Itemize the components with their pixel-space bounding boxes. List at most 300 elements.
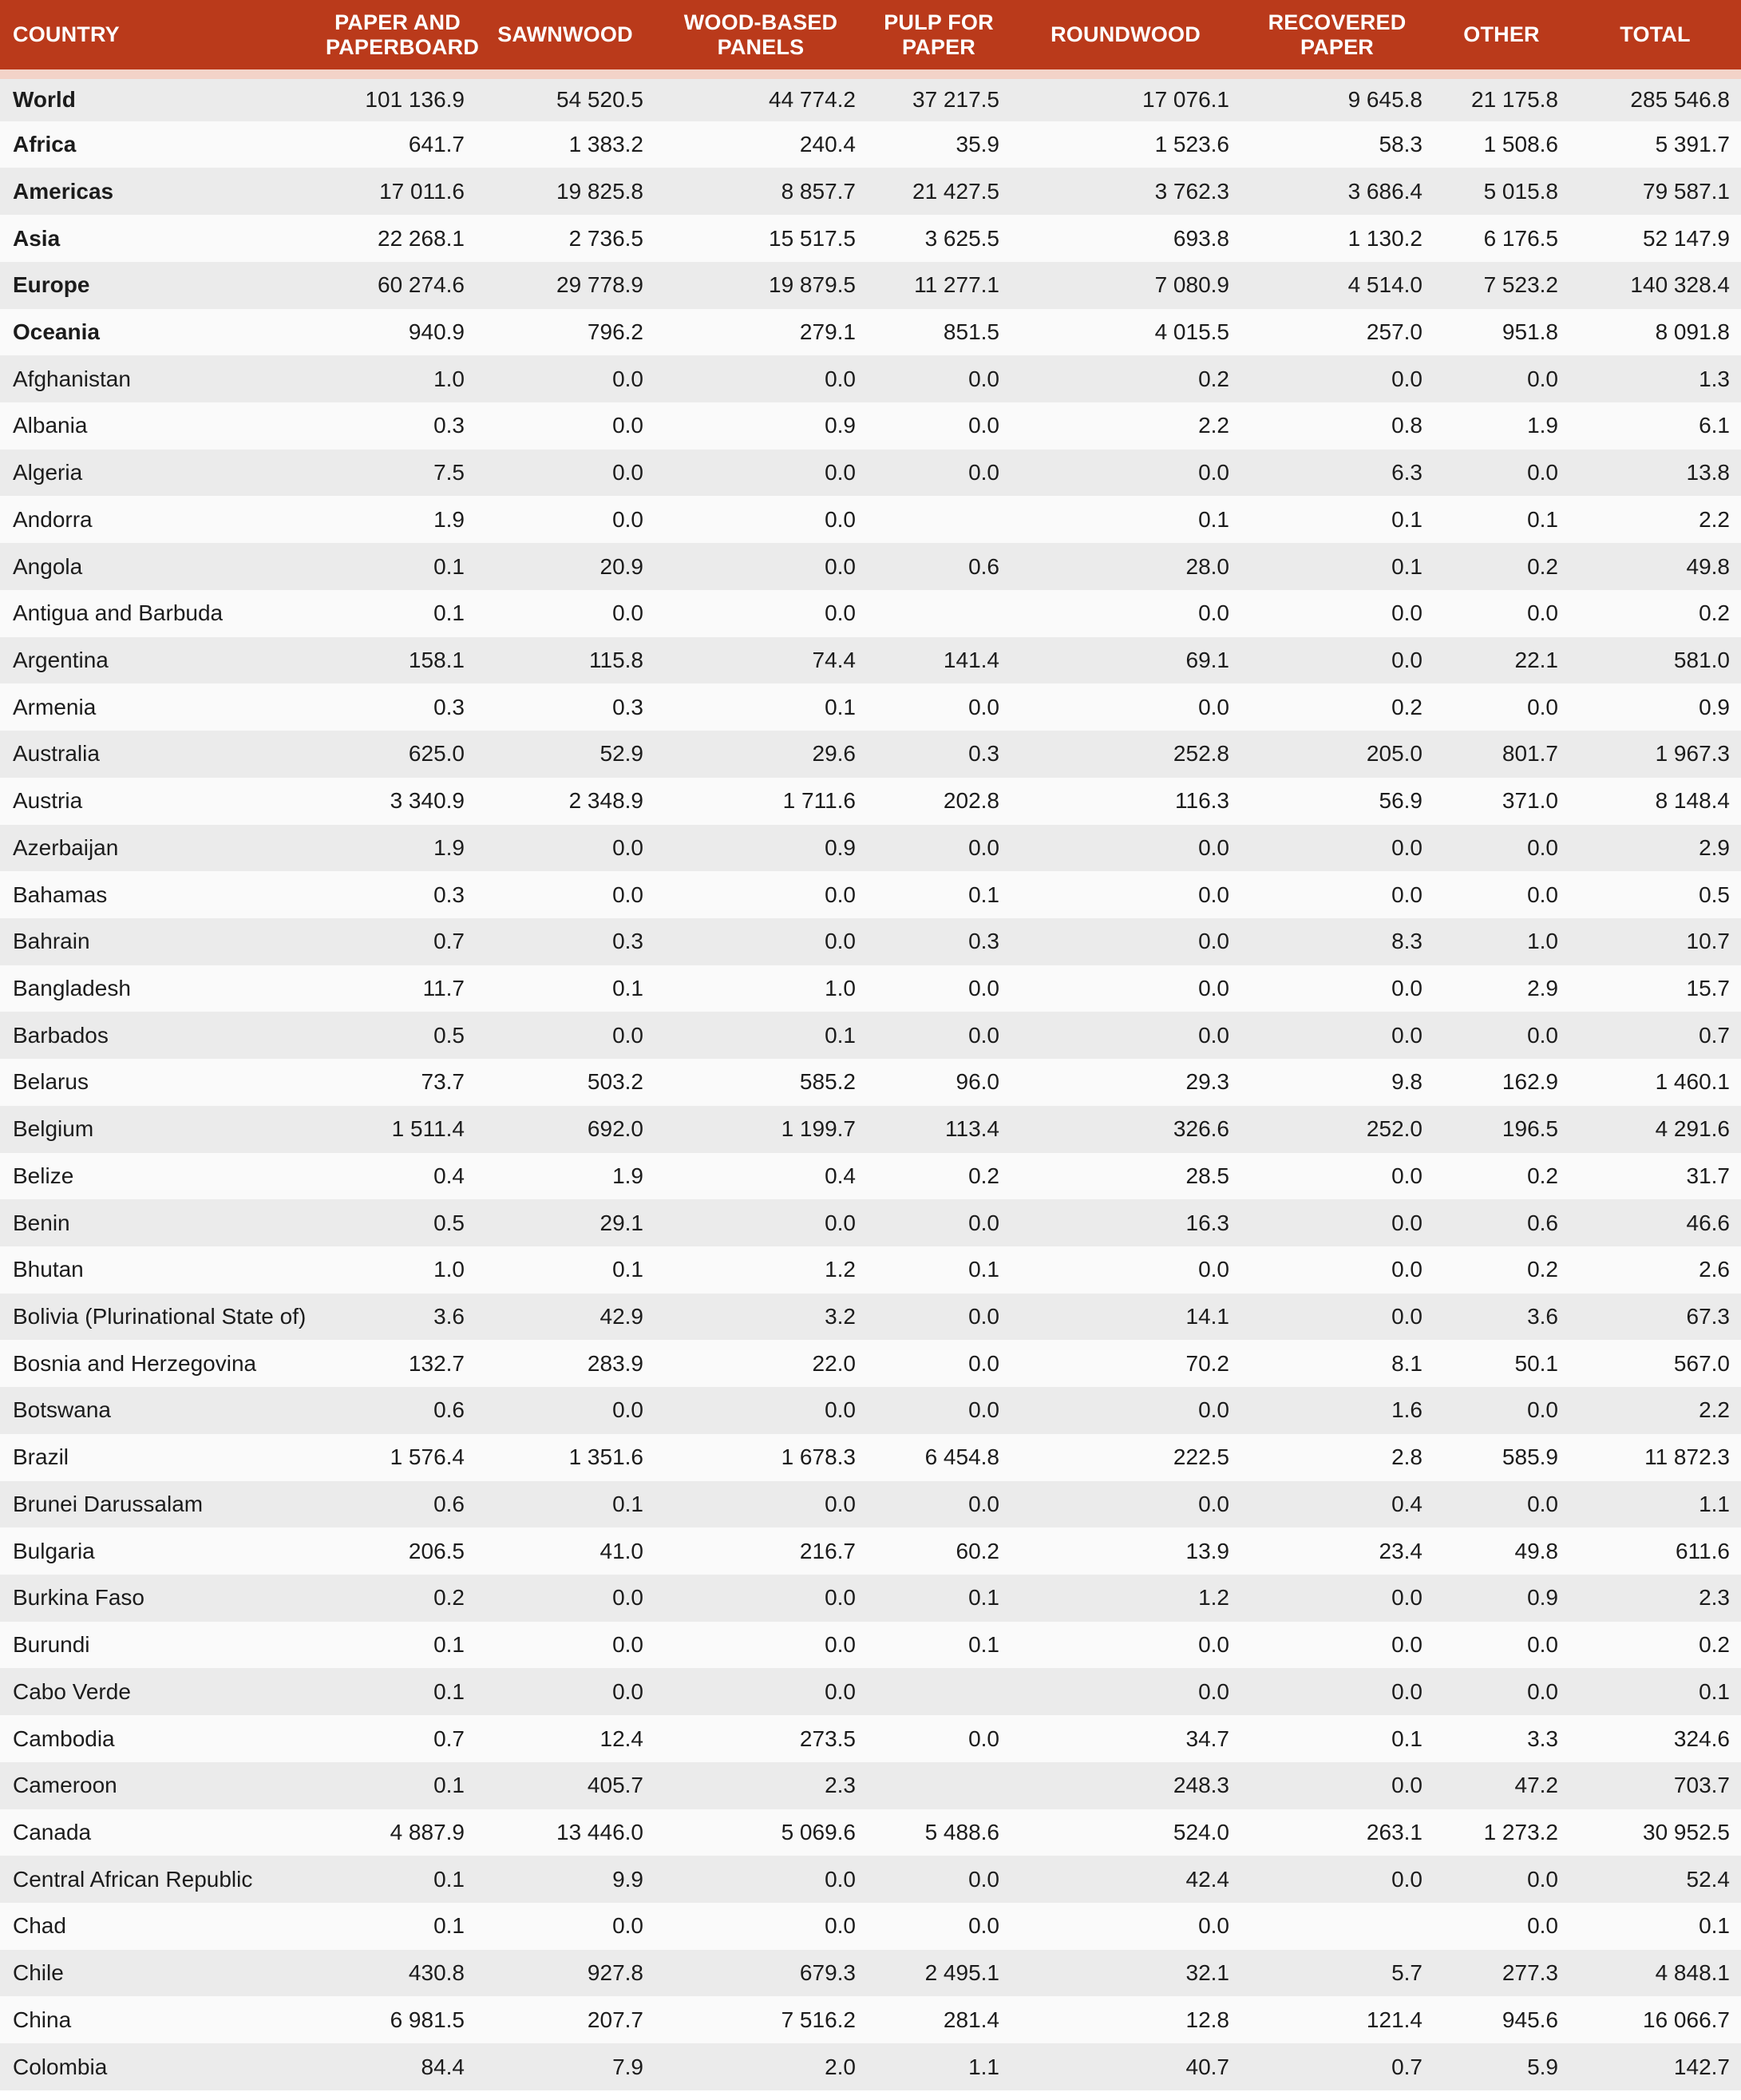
value-cell: 0.7 — [1391, 2054, 1422, 2079]
country-cell: Chad — [13, 1913, 66, 1939]
value-cell: 3 340.9 — [390, 788, 465, 814]
value-cell — [867, 590, 1011, 637]
value-cell: 2 495.1 — [924, 1960, 999, 1986]
country-cell: Armenia — [13, 694, 97, 719]
value-cell: 0.0 — [968, 413, 999, 438]
value-cell: 4 291.6 — [1655, 1116, 1730, 1142]
table-row — [0, 1153, 1741, 1200]
table-row — [0, 590, 1741, 637]
table-row — [0, 1434, 1741, 1481]
value-cell: 0.1 — [1391, 553, 1422, 579]
country-cell: Afghanistan — [13, 366, 131, 391]
value-cell: 21 175.8 — [1471, 87, 1558, 113]
value-cell: 0.1 — [433, 1773, 465, 1798]
value-cell: 0.1 — [825, 694, 856, 719]
value-cell: 0.2 — [1699, 600, 1730, 626]
value-cell: 927.8 — [587, 1960, 643, 1986]
table-row — [0, 1387, 1741, 1434]
value-cell: 0.0 — [1198, 1022, 1229, 1048]
table-row — [0, 1996, 1741, 2043]
value-cell: 11.7 — [422, 976, 465, 1001]
country-cell: Botswana — [13, 1397, 111, 1423]
value-cell: 0.0 — [1391, 976, 1422, 1001]
value-cell: 0.1 — [433, 600, 465, 626]
value-cell: 1 383.2 — [568, 132, 643, 157]
value-cell: 4 848.1 — [1655, 1960, 1730, 1986]
value-cell: 0.1 — [1391, 1726, 1422, 1751]
value-cell: 1.0 — [433, 366, 465, 391]
value-cell: 0.2 — [1198, 366, 1229, 391]
value-cell: 13.8 — [1686, 460, 1730, 485]
column-header-pulp-for-paper: PULP FOR PAPER — [867, 0, 1011, 74]
column-header-wood-based-panels: WOOD-BASED PANELS — [655, 0, 867, 74]
value-cell: 1 508.6 — [1483, 132, 1558, 157]
value-cell: 0.0 — [968, 1022, 999, 1048]
value-cell: 29.6 — [812, 741, 856, 767]
table-header-row — [0, 0, 1741, 74]
value-cell: 0.0 — [1198, 882, 1229, 907]
value-cell: 0.0 — [825, 929, 856, 954]
table-row — [0, 168, 1741, 215]
value-cell: 503.2 — [587, 1069, 643, 1095]
value-cell: 69.1 — [1185, 647, 1229, 672]
value-cell: 0.0 — [825, 366, 856, 391]
country-cell: Barbados — [13, 1022, 109, 1048]
value-cell: 0.0 — [1527, 600, 1558, 626]
value-cell: 0.1 — [433, 1678, 465, 1704]
value-cell: 8 857.7 — [781, 178, 856, 204]
value-cell: 0.0 — [1391, 1678, 1422, 1704]
value-cell: 0.6 — [433, 1397, 465, 1423]
value-cell: 1 511.4 — [391, 1116, 465, 1142]
value-cell: 252.8 — [1173, 741, 1229, 767]
value-cell: 22 268.1 — [378, 225, 465, 251]
value-cell: 4 887.9 — [390, 1819, 465, 1844]
value-cell: 13.9 — [1185, 1538, 1229, 1563]
value-cell: 1.0 — [1527, 929, 1558, 954]
value-cell: 0.1 — [825, 1022, 856, 1048]
value-cell: 116.3 — [1175, 788, 1229, 814]
value-cell: 801.7 — [1502, 741, 1558, 767]
value-cell: 0.0 — [1198, 1491, 1229, 1516]
value-cell: 0.0 — [968, 1304, 999, 1329]
value-cell: 524.0 — [1173, 1819, 1229, 1844]
table-row — [0, 121, 1741, 168]
value-cell: 0.4 — [1391, 1491, 1422, 1516]
value-cell: 0.0 — [1198, 1913, 1229, 1939]
value-cell: 60.2 — [956, 1538, 999, 1563]
value-cell: 0.1 — [968, 1257, 999, 1282]
value-cell: 5 391.7 — [1655, 132, 1730, 157]
value-cell: 0.0 — [968, 1491, 999, 1516]
value-cell: 23.4 — [1379, 1538, 1422, 1563]
country-cell: Australia — [13, 741, 100, 767]
value-cell: 2.8 — [1391, 1444, 1422, 1470]
column-header-paper-and-paperboard: PAPER AND PAPERBOARD — [319, 0, 476, 74]
value-cell: 3 686.4 — [1347, 178, 1422, 204]
country-cell: China — [13, 2007, 72, 2032]
value-cell: 0.0 — [1527, 1632, 1558, 1658]
value-cell: 158.1 — [408, 647, 465, 672]
country-cell: Colombia — [13, 2054, 108, 2079]
value-cell: 0.0 — [612, 413, 643, 438]
value-cell: 1.9 — [433, 834, 465, 860]
value-cell: 73.7 — [421, 1069, 465, 1095]
value-cell: 5 488.6 — [924, 1819, 999, 1844]
table-row — [0, 309, 1741, 356]
value-cell: 0.0 — [612, 366, 643, 391]
value-cell: 7 516.2 — [781, 2007, 856, 2032]
value-cell: 692.0 — [587, 1116, 643, 1142]
value-cell: 3.6 — [1527, 1304, 1558, 1329]
value-cell: 20.9 — [599, 553, 643, 579]
table-row — [0, 1950, 1741, 1997]
value-cell: 0.0 — [1527, 1397, 1558, 1423]
value-cell: 0.7 — [433, 1726, 465, 1751]
value-cell: 9.9 — [612, 1866, 643, 1892]
value-cell: 4 514.0 — [1347, 272, 1422, 298]
value-cell: 11 872.3 — [1644, 1444, 1730, 1470]
column-header-sawnwood: SAWNWOOD — [476, 0, 655, 74]
table-row — [0, 918, 1741, 965]
value-cell: 641.7 — [408, 132, 465, 157]
value-cell: 0.1 — [433, 1632, 465, 1658]
value-cell: 54 520.5 — [556, 87, 643, 113]
value-cell: 0.0 — [825, 1210, 856, 1235]
value-cell: 8.3 — [1391, 929, 1422, 954]
value-cell: 34.7 — [1185, 1726, 1229, 1751]
value-cell: 0.0 — [1198, 834, 1229, 860]
table-row — [0, 1762, 1741, 1809]
value-cell: 281.4 — [943, 2007, 999, 2032]
value-cell: 52.9 — [599, 741, 643, 767]
value-cell: 0.0 — [612, 1678, 643, 1704]
value-cell: 0.1 — [1699, 1913, 1730, 1939]
value-cell: 8 148.4 — [1655, 788, 1730, 814]
value-cell: 196.5 — [1502, 1116, 1558, 1142]
country-cell: Bosnia and Herzegovina — [13, 1350, 257, 1376]
country-cell: Bahamas — [13, 882, 108, 907]
value-cell: 0.9 — [825, 834, 856, 860]
value-cell: 0.1 — [612, 976, 643, 1001]
value-cell: 1 460.1 — [1655, 1069, 1730, 1095]
value-cell: 37 217.5 — [912, 87, 999, 113]
value-cell: 1.2 — [1198, 1585, 1229, 1611]
value-cell: 7.9 — [612, 2054, 643, 2079]
value-cell: 46.6 — [1686, 1210, 1730, 1235]
value-cell: 22.1 — [1514, 647, 1558, 672]
value-cell: 56.9 — [1379, 788, 1422, 814]
value-cell: 0.2 — [968, 1163, 999, 1188]
value-cell: 42.9 — [599, 1304, 643, 1329]
value-cell: 796.2 — [587, 319, 643, 344]
value-cell: 1.6 — [1391, 1397, 1422, 1423]
value-cell: 0.1 — [612, 1257, 643, 1282]
value-cell: 0.0 — [968, 366, 999, 391]
value-cell: 0.0 — [968, 1350, 999, 1376]
value-cell: 42.4 — [1185, 1866, 1229, 1892]
value-cell: 0.0 — [1198, 929, 1229, 954]
value-cell: 8 091.8 — [1655, 319, 1730, 344]
value-cell: 216.7 — [799, 1538, 856, 1563]
value-cell: 40.7 — [1185, 2054, 1229, 2079]
table-row — [0, 450, 1741, 497]
value-cell: 17 076.1 — [1142, 87, 1229, 113]
value-cell: 0.0 — [825, 506, 856, 532]
value-cell: 0.6 — [968, 553, 999, 579]
table-row — [0, 1575, 1741, 1622]
value-cell: 0.5 — [1699, 882, 1730, 907]
value-cell: 52.4 — [1686, 1866, 1730, 1892]
value-cell: 283.9 — [587, 1350, 643, 1376]
value-cell: 585.9 — [1502, 1444, 1558, 1470]
value-cell: 207.7 — [587, 2007, 643, 2032]
value-cell: 22.0 — [812, 1350, 856, 1376]
value-cell: 0.0 — [612, 1397, 643, 1423]
value-cell: 16 066.7 — [1643, 2007, 1730, 2032]
value-cell: 121.4 — [1366, 2007, 1422, 2032]
table-row — [0, 543, 1741, 590]
value-cell: 2.6 — [1699, 1257, 1730, 1282]
value-cell: 0.0 — [612, 600, 643, 626]
table-row — [0, 778, 1741, 825]
value-cell: 41.0 — [599, 1538, 643, 1563]
country-cell: Bhutan — [13, 1257, 84, 1282]
table-row — [0, 1012, 1741, 1059]
table-row — [0, 825, 1741, 872]
value-cell: 28.5 — [1185, 1163, 1229, 1188]
value-cell: 0.2 — [1699, 1632, 1730, 1658]
value-cell: 0.2 — [1527, 553, 1558, 579]
value-cell: 58.3 — [1379, 132, 1422, 157]
country-cell: Cabo Verde — [13, 1678, 131, 1704]
value-cell: 2.9 — [1527, 976, 1558, 1001]
value-cell: 0.0 — [825, 1491, 856, 1516]
value-cell: 2.0 — [825, 2054, 856, 2079]
value-cell: 14.1 — [1185, 1304, 1229, 1329]
value-cell: 0.0 — [825, 1632, 856, 1658]
value-cell: 0.0 — [1391, 1210, 1422, 1235]
column-header-total: TOTAL — [1569, 0, 1741, 74]
value-cell: 0.0 — [1198, 1257, 1229, 1282]
value-cell: 0.0 — [1198, 694, 1229, 719]
value-cell: 405.7 — [587, 1773, 643, 1798]
value-cell: 0.1 — [612, 1491, 643, 1516]
value-cell: 205.0 — [1366, 741, 1422, 767]
value-cell: 0.0 — [1391, 1163, 1422, 1188]
value-cell: 19 879.5 — [769, 272, 856, 298]
table-row — [0, 1294, 1741, 1341]
value-cell: 0.7 — [433, 929, 465, 954]
value-cell: 0.1 — [433, 1866, 465, 1892]
table-row — [0, 1809, 1741, 1856]
value-cell: 2.2 — [1699, 1397, 1730, 1423]
value-cell: 15 517.5 — [769, 225, 856, 251]
value-cell: 611.6 — [1676, 1538, 1730, 1563]
value-cell: 1.1 — [1699, 1491, 1730, 1516]
value-cell: 202.8 — [943, 788, 999, 814]
value-cell — [1240, 1903, 1434, 1950]
value-cell: 0.5 — [433, 1210, 465, 1235]
value-cell: 0.0 — [612, 882, 643, 907]
country-cell: Cameroon — [13, 1773, 117, 1798]
value-cell: 703.7 — [1673, 1773, 1730, 1798]
value-cell: 35.9 — [956, 132, 999, 157]
value-cell: 74.4 — [812, 647, 856, 672]
value-cell: 32.1 — [1185, 1960, 1229, 1986]
value-cell: 0.2 — [1527, 1257, 1558, 1282]
value-cell: 0.1 — [1527, 506, 1558, 532]
table-row — [0, 496, 1741, 543]
value-cell: 0.0 — [612, 1022, 643, 1048]
value-cell: 0.0 — [1198, 460, 1229, 485]
country-cell: Belarus — [13, 1069, 89, 1095]
value-cell: 141.4 — [943, 647, 999, 672]
value-cell: 0.0 — [1527, 882, 1558, 907]
value-cell: 0.0 — [968, 834, 999, 860]
value-cell: 0.0 — [1391, 834, 1422, 860]
value-cell: 9 645.8 — [1347, 87, 1422, 113]
country-cell: Azerbaijan — [13, 834, 119, 860]
table-row — [0, 2043, 1741, 2090]
value-cell: 0.0 — [968, 1726, 999, 1751]
value-cell: 206.5 — [408, 1538, 465, 1563]
value-cell: 0.0 — [1527, 834, 1558, 860]
value-cell: 28.0 — [1185, 553, 1229, 579]
value-cell: 70.2 — [1185, 1350, 1229, 1376]
value-cell: 0.4 — [433, 1163, 465, 1188]
value-cell: 0.1 — [1198, 506, 1229, 532]
value-cell: 951.8 — [1502, 319, 1558, 344]
country-cell: Albania — [13, 413, 88, 438]
value-cell: 67.3 — [1686, 1304, 1730, 1329]
value-cell: 0.0 — [1391, 1022, 1422, 1048]
value-cell: 0.5 — [433, 1022, 465, 1048]
column-header-other: OTHER — [1434, 0, 1569, 74]
value-cell: 248.3 — [1173, 1773, 1229, 1798]
value-cell: 0.0 — [1198, 1632, 1229, 1658]
value-cell: 10.7 — [1686, 929, 1730, 954]
value-cell: 4 015.5 — [1154, 319, 1229, 344]
value-cell: 0.9 — [825, 413, 856, 438]
value-cell: 0.2 — [1391, 694, 1422, 719]
value-cell: 17 011.6 — [379, 178, 465, 204]
value-cell: 0.0 — [1198, 600, 1229, 626]
value-cell: 277.3 — [1502, 1960, 1558, 1986]
country-cell: Africa — [13, 132, 77, 157]
country-cell: Belize — [13, 1163, 74, 1188]
value-cell: 0.0 — [968, 1210, 999, 1235]
value-cell: 44 774.2 — [769, 87, 856, 113]
table-row — [0, 1340, 1741, 1387]
value-cell: 0.4 — [825, 1163, 856, 1188]
value-cell: 430.8 — [408, 1960, 465, 1986]
value-cell: 0.1 — [433, 1913, 465, 1939]
value-cell: 0.0 — [825, 1585, 856, 1611]
table-row — [0, 637, 1741, 684]
value-cell: 84.4 — [421, 2054, 465, 2079]
value-cell: 5.9 — [1527, 2054, 1558, 2079]
table-row — [0, 74, 1741, 121]
value-cell: 0.9 — [1699, 694, 1730, 719]
country-cell: Chile — [13, 1960, 64, 1986]
value-cell: 140 328.4 — [1630, 272, 1730, 298]
value-cell: 30 952.5 — [1643, 1819, 1730, 1844]
country-cell: Benin — [13, 1210, 70, 1235]
value-cell: 1 523.6 — [1154, 132, 1229, 157]
table-row — [0, 402, 1741, 450]
table-row — [0, 1668, 1741, 1715]
value-cell: 0.8 — [1391, 413, 1422, 438]
value-cell: 162.9 — [1502, 1069, 1558, 1095]
value-cell: 3 625.5 — [924, 225, 999, 251]
value-cell: 0.0 — [825, 882, 856, 907]
value-cell: 0.2 — [1527, 1163, 1558, 1188]
value-cell: 0.0 — [1391, 600, 1422, 626]
value-cell: 0.0 — [1391, 1257, 1422, 1282]
country-cell: Oceania — [13, 319, 100, 344]
country-cell: Brazil — [13, 1444, 69, 1470]
value-cell: 0.7 — [1699, 1022, 1730, 1048]
value-cell: 1 130.2 — [1347, 225, 1422, 251]
value-cell: 8.1 — [1391, 1350, 1422, 1376]
value-cell: 1.9 — [1527, 413, 1558, 438]
value-cell: 2.2 — [1198, 413, 1229, 438]
value-cell: 567.0 — [1673, 1350, 1730, 1376]
value-cell: 29.1 — [599, 1210, 643, 1235]
value-cell: 115.8 — [589, 647, 643, 672]
value-cell: 50.1 — [1514, 1350, 1558, 1376]
table-row — [0, 1527, 1741, 1575]
value-cell: 1.2 — [825, 1257, 856, 1282]
value-cell: 1.3 — [1699, 366, 1730, 391]
value-cell: 79 587.1 — [1643, 178, 1730, 204]
column-header-recovered-paper: RECOVERED PAPER — [1240, 0, 1434, 74]
value-cell: 1.9 — [433, 506, 465, 532]
value-cell: 19 825.8 — [556, 178, 643, 204]
value-cell: 3.2 — [825, 1304, 856, 1329]
value-cell: 581.0 — [1673, 647, 1730, 672]
value-cell: 0.3 — [433, 413, 465, 438]
value-cell: 0.0 — [612, 1913, 643, 1939]
value-cell — [867, 1762, 1011, 1809]
value-cell: 0.0 — [968, 1913, 999, 1939]
value-cell: 0.0 — [1527, 1678, 1558, 1704]
value-cell: 3 762.3 — [1154, 178, 1229, 204]
value-cell: 0.0 — [612, 506, 643, 532]
table-row — [0, 1856, 1741, 1903]
table-row — [0, 1903, 1741, 1950]
country-cell: Bolivia (Plurinational State of) — [13, 1304, 307, 1329]
value-cell: 6.1 — [1699, 413, 1730, 438]
value-cell: 1 199.7 — [781, 1116, 856, 1142]
value-cell: 371.0 — [1502, 788, 1558, 814]
value-cell: 0.2 — [433, 1585, 465, 1611]
value-cell: 0.0 — [1198, 1678, 1229, 1704]
value-cell: 0.0 — [612, 1632, 643, 1658]
value-cell: 0.3 — [433, 882, 465, 907]
value-cell: 5.7 — [1391, 1960, 1422, 1986]
value-cell: 0.3 — [612, 694, 643, 719]
table-row — [0, 1481, 1741, 1528]
value-cell: 0.0 — [612, 460, 643, 485]
value-cell: 5 069.6 — [781, 1819, 856, 1844]
value-cell: 132.7 — [408, 1350, 465, 1376]
value-cell: 0.0 — [968, 694, 999, 719]
value-cell: 2.3 — [825, 1773, 856, 1798]
value-cell: 0.0 — [825, 553, 856, 579]
table-body — [0, 74, 1741, 2090]
